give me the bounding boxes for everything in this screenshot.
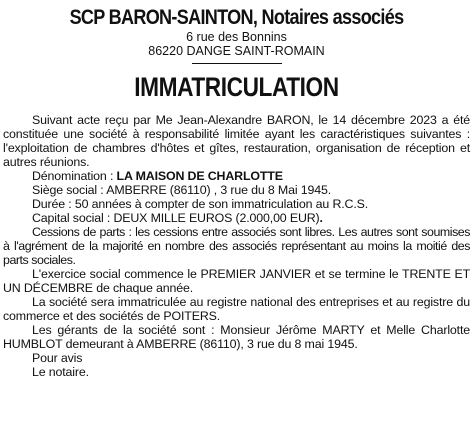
firm-name: SCP BARON-SAINTON, Notaires associés xyxy=(69,6,404,29)
firm-city: 86220 DANGE SAINT-ROMAIN xyxy=(148,44,325,58)
intro-paragraph: Suivant acte reçu par Me Jean-Alexandre BARON, le 14 décembre 2023 a été constituée une société à responsabilité limitée ayant les caractéristiques suivantes : l'exploitation de chambres d'hôtes et gîtes, restauration, organisation de réception et autres réunions. xyxy=(3,113,470,169)
denomination-label: Dénomination : xyxy=(32,169,117,183)
gerants-paragraph: Les gérants de la société sont : Monsieur Jérôme MARTY et Melle Charlotte HUMBLOT demeurant à AMBERRE (86110), 3 rue du 8 mai 1945. xyxy=(3,323,470,351)
pour-avis-line: Pour avis xyxy=(32,351,83,365)
duree-line: Durée : 50 années à compter de son immatriculation au R.C.S. xyxy=(32,197,369,211)
capital-line xyxy=(3,211,470,225)
firm-street: 6 rue des Bonnins xyxy=(186,30,287,44)
registre-paragraph: La société sera immatriculée au registre national des entreprises et au registre du commerce et des sociétés de POITERS. xyxy=(3,295,470,323)
notice-title: IMMATRICULATION xyxy=(134,72,339,102)
notice-body xyxy=(3,113,470,379)
header-divider xyxy=(192,63,282,64)
signature-line: Le notaire. xyxy=(32,365,89,379)
siege-line: Siège social : AMBERRE (86110) , 3 rue du 8 Mai 1945. xyxy=(32,183,331,197)
cessions-paragraph: Cessions de parts : les cessions entre associés sont libres. Les autres sont soumises à l'agrément de la majorité en nombre des associés représentant au moins la moitié des parts sociales. xyxy=(3,225,470,267)
exercice-paragraph: L'exercice social commence le PREMIER JANVIER et se termine le TRENTE ET UN DÉCEMBRE de chaque année. xyxy=(3,267,470,295)
capital-period: . xyxy=(319,211,323,225)
notice-header xyxy=(3,0,470,102)
denomination-line xyxy=(3,169,470,183)
denomination-value: LA MAISON DE CHARLOTTE xyxy=(116,169,283,183)
capital-text: Capital social : DEUX MILLE EUROS (2.000,00 EUR) xyxy=(32,211,320,225)
